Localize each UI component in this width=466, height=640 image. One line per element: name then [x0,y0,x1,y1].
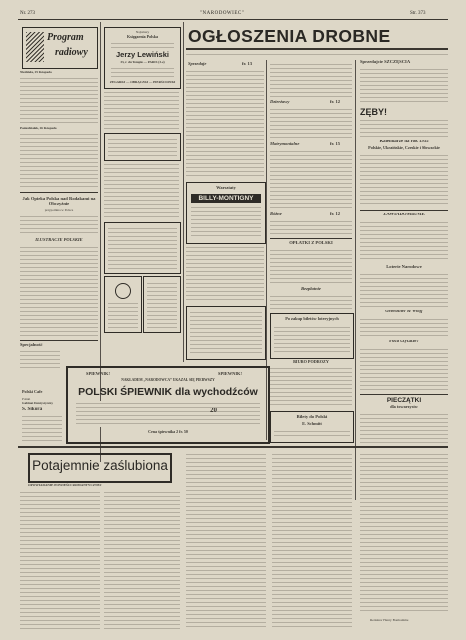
zawiadomienie-text [360,220,448,262]
spiewnik-tag-right: ŚPIEWNIK! [218,372,242,376]
pieczatki-text [360,412,448,444]
rule [270,238,352,239]
spiewnik-title: POLSKI ŚPIEWNIK dla wychodźców [78,386,258,398]
masthead: "NARODOWIEC" [200,11,245,16]
logo-ad-text [108,301,138,329]
dentist-box-text [147,281,177,329]
kalendarze-title: Kalendarze na rok 1935 [379,140,429,144]
price-matrymonialne: fr. 15 [330,142,341,146]
novel-col-5 [360,452,448,614]
novel-col-1 [20,490,100,630]
kalendarze-sub: Polskie, Ukraińskie, Czeskie i Słowackie [368,146,440,150]
classifieds-col-a-2 [186,245,264,303]
lewinski-note: ZEGARKI — OBRĄCZKI — PIERŚCIONKI [109,80,176,84]
program-day-1: Niedziela, 25 listopada [20,70,52,74]
opieka-text [20,214,98,236]
spiewnik-price: Cena śpiewnika 2 fr. 50 [148,430,188,434]
dentysta-label: Polski [22,397,31,401]
loterie-narodowe-title: Loterie Narodowe [386,265,422,269]
loterie-title: Po zakup biletów loteryjnych [285,317,339,321]
heading-sprzedaje: Sprzedaje [188,62,207,66]
price-dzierzawy: fr. 12 [330,100,341,104]
right-text-1 [360,67,448,105]
program-listing-1 [20,76,98,124]
warsztaty-title: Warsztaty [216,186,236,190]
classifieds-col-b-4 [270,219,352,235]
ad-box-4 [186,306,266,360]
price-sprzedaje: fr. 13 [242,62,253,66]
round-logo-icon [115,283,131,299]
program-radio-box [22,27,98,69]
page-number-right: Str. 373 [410,11,426,16]
loterie-narodowe-text [360,272,448,308]
kalendarze-text [360,153,448,207]
oplatki-text [270,248,352,284]
logo-ad [104,276,142,333]
right-heading-1: Sprzedajcie SZCZĘŚCIA [360,60,411,64]
schmitt-name: E. Schmitt [302,422,322,426]
classifieds-col-b-3 [270,149,352,209]
page-number-left: Nr. 273 [20,11,35,16]
bilety-text [274,429,350,439]
gebethner-title: Gebethner & Wolff [385,310,423,314]
ad-box-3-text [108,226,177,270]
heading-dzierzawy: Dzierżawy [270,100,290,104]
pieczatki-title: PIECZĄTKI [386,397,422,404]
dentysta-name: S. Sikora [22,407,43,411]
bezplatnie-title: Bezpłatnie [301,287,321,291]
spiewnik-number: 20 [210,408,217,412]
biuro-text [270,366,352,408]
program-listing-2 [20,132,98,188]
gebethner-text [360,317,448,337]
footer-editor: Redaktor Henry Bonhomme [370,618,409,622]
small-ads-1 [104,90,179,130]
col-sep-2 [183,22,184,362]
right-text-2 [360,118,448,138]
novel-sub: OPOWIADANIE POWIEŚCI ROMANTYCZNEJ [28,483,102,487]
radio-tower-icon [26,32,44,62]
title-rule [186,48,448,50]
ad-box-3 [104,222,181,274]
ad-box-2-text [108,137,177,157]
lewinski-lines [111,41,174,49]
spiewnik-line1: NAKŁADEM „NARODOWCA” UKAZAŁ SIĘ PIERWSZY [121,378,215,382]
ad-box-2 [104,133,181,161]
ilustracje-text [20,245,98,337]
right-heading-zeby: ZĘBY! [360,107,387,117]
novel-col-4 [272,452,352,630]
program-title-2: radiowy [55,47,88,58]
dentist-box [143,276,181,333]
spiewnik-tag-left: ŚPIEWNIK! [86,372,110,376]
header-rule [18,19,448,20]
warsztaty-name: BILLY-MONTIGNY [191,194,261,203]
lewinski-address: 33, r. du Temple — PARIS (3-e) [120,60,165,64]
rule [20,192,98,193]
novel-col-2 [104,490,180,630]
specjalnosc-text [20,349,60,371]
small-ads-2 [104,162,179,220]
dentysta-title: Gabinet Dentystyczny [22,401,54,405]
bilety-box [270,411,354,443]
lewinski-ad [104,27,181,89]
opieka-title: Jak Opieka Polska nad Rodakami na Obczyźnie [22,196,96,207]
program-title-1: Program [47,32,84,43]
novel-title: Potajemnie zaślubiona [32,458,168,473]
ad-box-4-text [190,310,262,356]
opieka-sub: przypomina w Polsce [44,208,74,212]
pieczatki-sub: dla towarzystw [390,405,418,409]
lewinski-shop: Księgarnia Polska [126,35,158,39]
program-day-2: Poniedziałek, 26 listopada [20,126,57,130]
classifieds-intro [186,52,448,58]
warsztaty-text [191,205,261,239]
col-sep-4 [355,60,356,500]
polski-cafe: Polski Cafe [22,390,43,394]
lewinski-name: Jerzy Lewiński [116,50,169,59]
classifieds-title: OGŁOSZENIA DROBNE [188,26,391,46]
spiewnik-ad [66,366,270,444]
rule [20,340,98,341]
poco-text [360,347,448,391]
lewinski-intro: Najtańszy [135,30,150,34]
price-rozne: fr. 12 [330,212,341,216]
classifieds-col-b-1 [270,62,352,98]
bilety-title: Bilety do Polski [296,415,328,419]
loterie-box [270,313,354,359]
loterie-text [274,325,350,355]
rule [360,394,448,395]
ilustracje-title: ILUSTRACJE POLSKIE [35,238,83,242]
novel-title-box [28,453,172,483]
specjalnosc-title: Specjalność [20,343,43,347]
section-rule [18,446,448,448]
classifieds-col-b-2 [270,107,352,139]
heading-matrymonialne: Matrymonialne [270,142,300,146]
warsztaty-ad [186,182,266,244]
spiewnik-text [76,401,260,427]
biuro-title: BIURO PODRÓŻY [293,360,329,364]
poco-title: Poco czytacie? [389,340,419,344]
bezplatnie-text [270,294,352,310]
classifieds-col-a [186,69,264,179]
oplatki-title: OPŁATKI Z POLSKI [289,241,333,245]
heading-rozne: Różne [270,212,282,216]
lewinski-body [111,66,174,78]
novel-col-3 [186,452,266,630]
zawiadomienie-title: ZAWIADOMIENIE [383,213,425,217]
rule [360,210,448,211]
dentysta-text [22,414,62,444]
